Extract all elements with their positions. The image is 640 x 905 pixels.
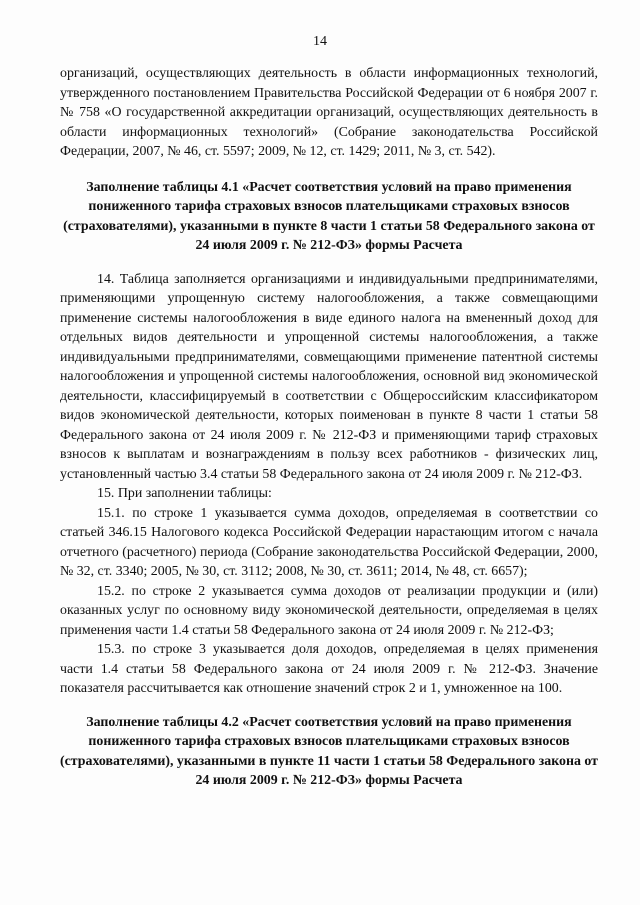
paragraph-15-1: 15.1. по строке 1 указывается сумма доходов, определяемая в соответствии со статьей 346.15 Налогового кодекса Российской Федерации нарастающим итогом с начала отчетного (расчетного) периода (Собрание законодательства Российской Федерации, 2000, № 32, ст. 3340; 2005, № 30, ст. 3112; 2008, № 30, ст. 3611; 2014, № 48, ст. 6657); xyxy=(60,505,598,579)
paragraph-15-2: 15.2. по строке 2 указывается сумма доходов от реализации продукции и (или) оказанных услуг по основному виду экономической деятельности, определяемая в целях применения части 1.4 статьи 58 Федерального закона от 24 июля 2009 г. № 212-ФЗ; xyxy=(60,583,598,638)
intro-paragraph: организаций, осуществляющих деятельность в области информационных технологий, утвержденного постановлением Правительства Российской Федерации от 6 ноября 2007 г. № 758 «О государственной аккредитации организаций, осуществляющих деятельность в области информационных технологий» (Собрание законодательства Российской Федерации, 2007, № 46, ст. 5597; 2009, № 12, ст. 1429; 2011, № 3, ст. 542). xyxy=(60,66,598,159)
paragraph-15-3: 15.3. по строке 3 указывается доля доходов, определяемая в целях применения части 1.4 статьи 58 Федерального закона от 24 июля 2009 г. № 212-ФЗ. Значение показателя рассчитывается как отношение значений строк 2 и 1, умноженное на 100. xyxy=(60,642,598,696)
paragraph-14: 14. Таблица заполняется организациями и индивидуальными предпринимателями, применяющими упрощенную систему налогообложения, а также совмещающими применение системы налогообложения в виде единого налога на вмененный доход для отдельных видов деятельности и упрощенной системы налогообложения, а также индивидуальными предпринимателями, совмещающими применение патентной системы налогообложения и упрощенной системы налогообложения, основной вид экономической деятельности, классифицируемый в соответствии с Общероссийским классификатором видов экономической деятельности, которых поименован в пункте 8 части 1 статьи 58 Федерального закона от 24 июля 2009 г. № 212-ФЗ и применяющими тариф страховых взносов к выплатам и вознаграждениям в пользу всех работников - физических лиц, установленный частью 3.4 статьи 58 Федерального закона от 24 июля 2009 г. № 212-ФЗ. xyxy=(60,271,598,482)
section-heading-table-4-1: Заполнение таблицы 4.1 «Расчет соответствия условий на право применения пониженного тарифа страховых взносов плательщиками страховых взносов (страхователями), указанными в пункте 8 части 1 статьи 58 Федерального закона от 24 июля 2009 г. № 212-ФЗ» формы Расчета xyxy=(63,179,595,253)
page-content xyxy=(60,64,598,805)
paragraph-15: 15. При заполнении таблицы: xyxy=(97,486,272,501)
page-number: 14 xyxy=(313,34,327,49)
section-heading-table-4-2: Заполнение таблицы 4.2 «Расчет соответствия условий на право применения пониженного тарифа страховых взносов плательщиками страховых взносов (страхователями), указанными в пункте 11 части 1 статьи 58 Федерального закона от 24 июля 2009 г. № 212-ФЗ» формы Расчета xyxy=(60,714,598,788)
